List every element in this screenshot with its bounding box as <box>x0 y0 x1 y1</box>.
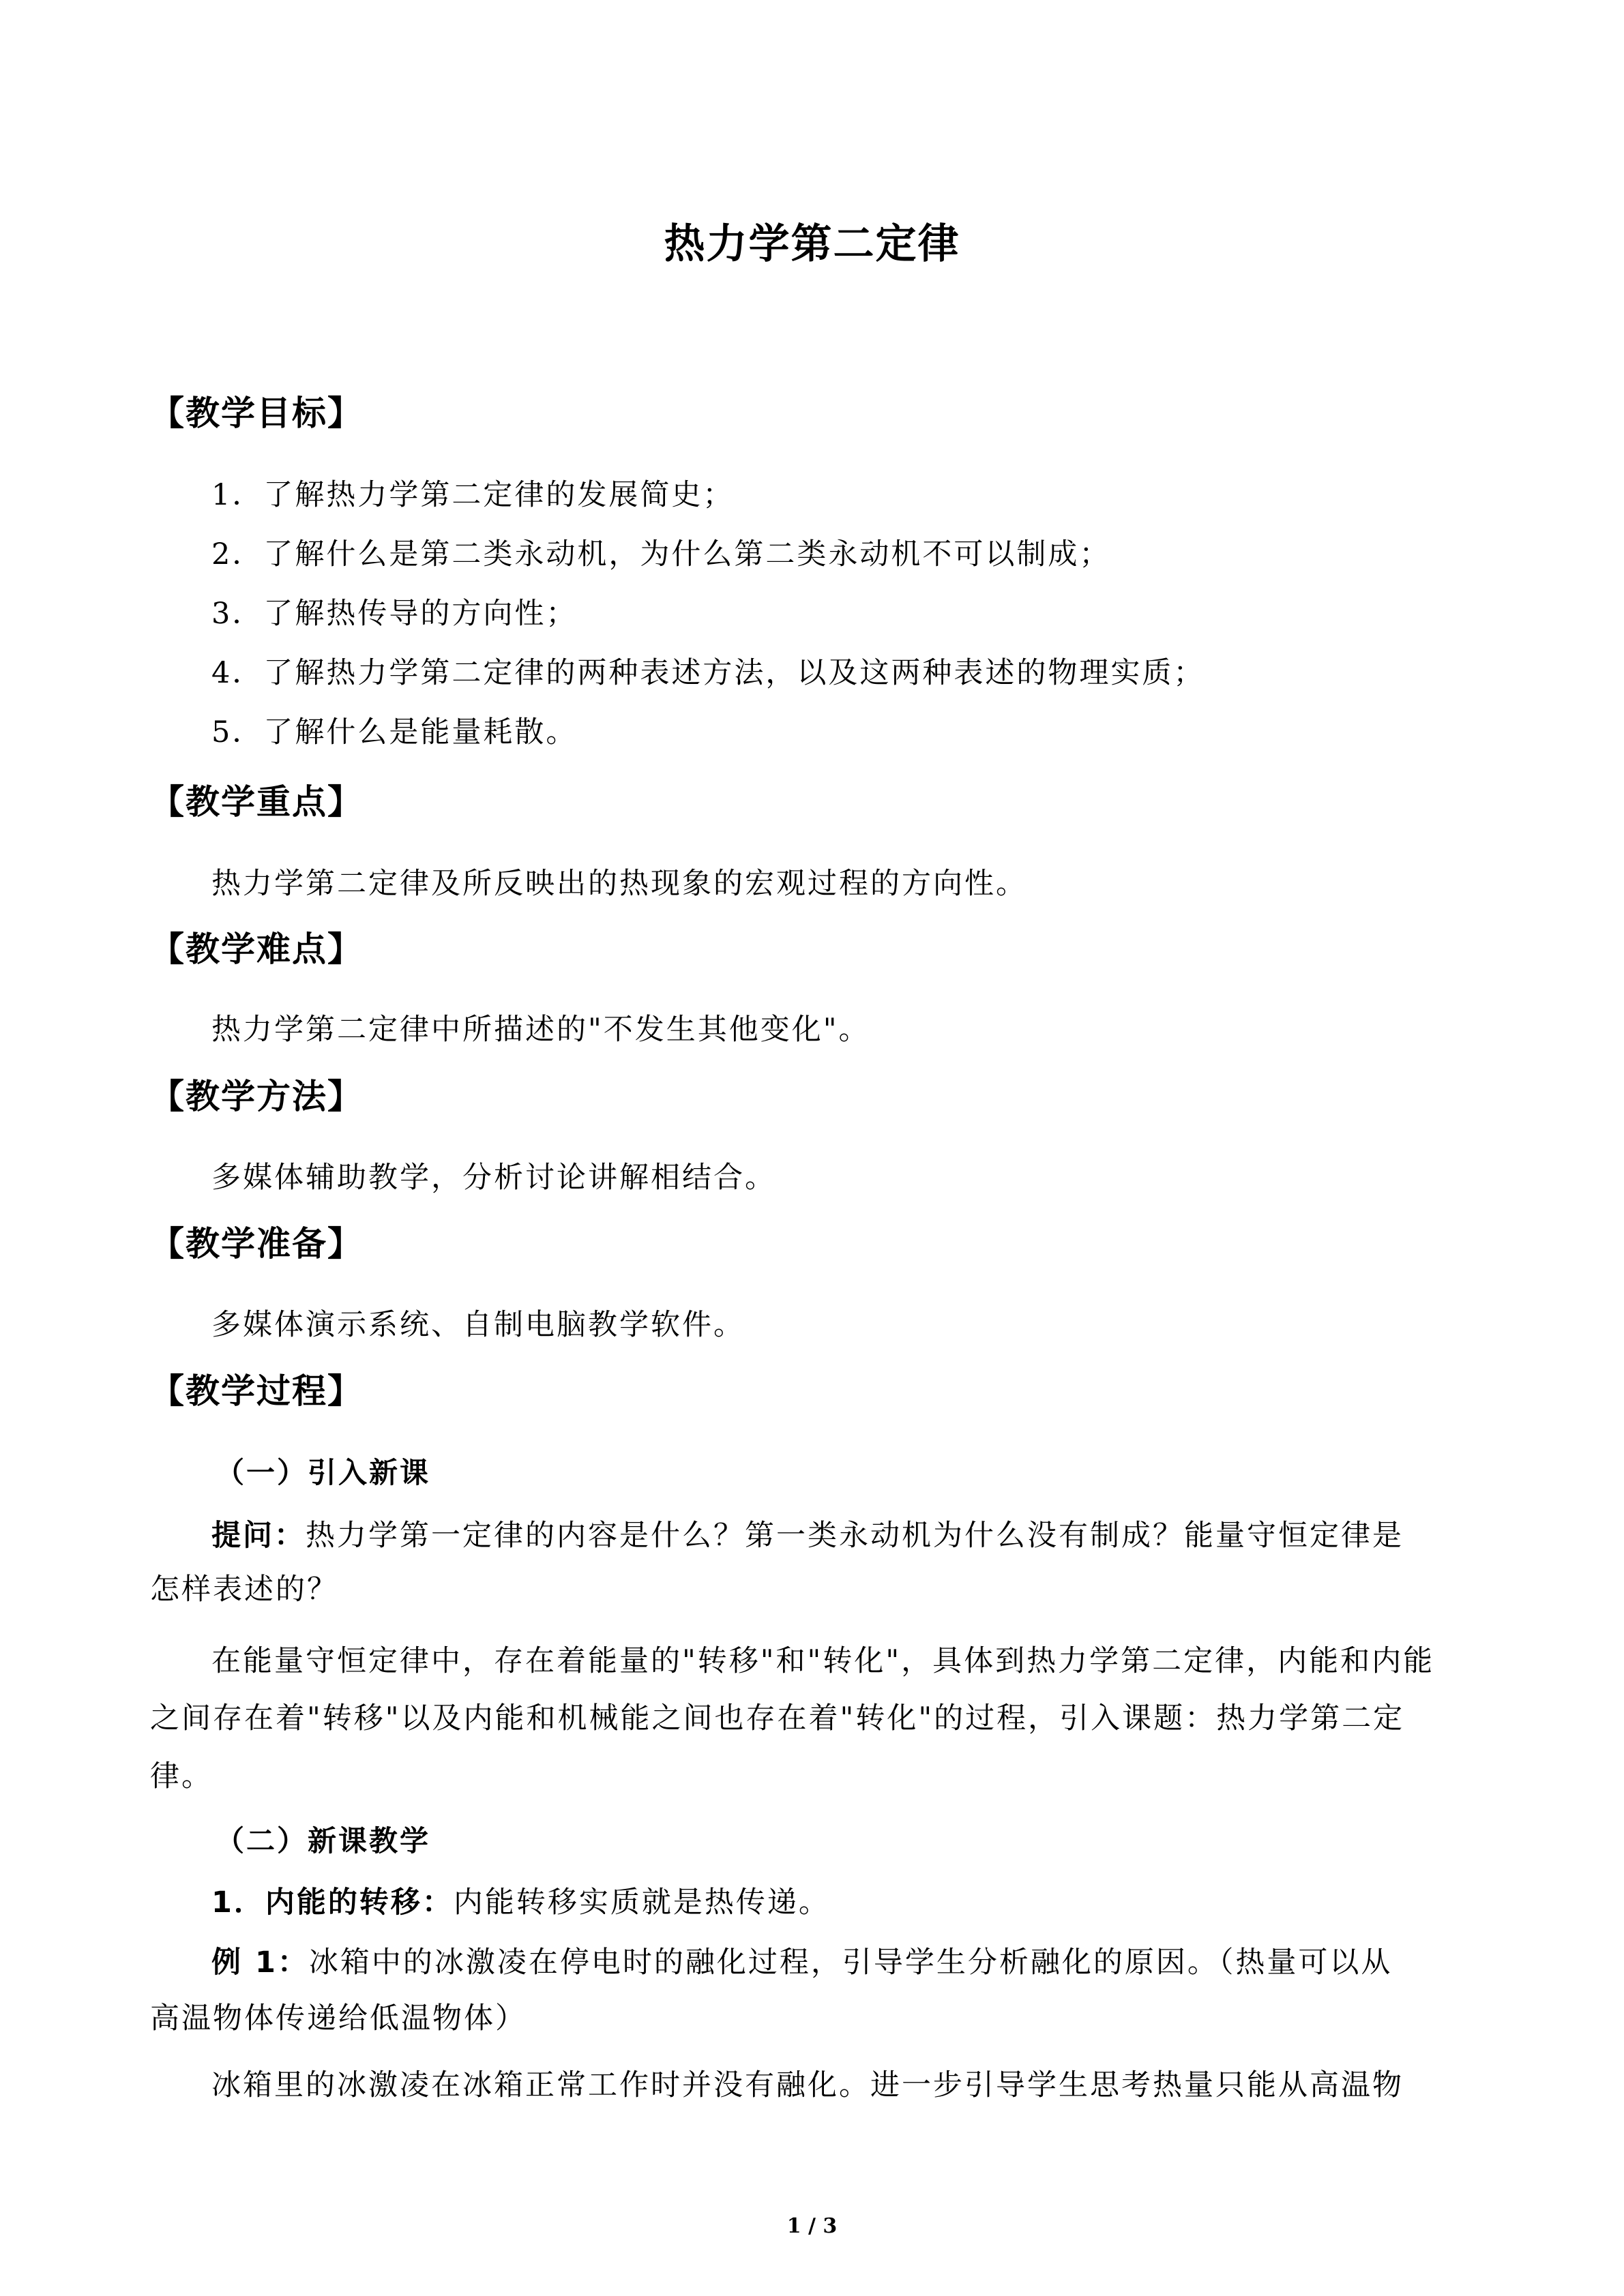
point-text: 内能转移实质就是热传递。 <box>453 1885 830 1920</box>
section-heading-methods: 【教学方法】 <box>150 1077 363 1116</box>
example-continuation: 高温物体传递给低温物体） <box>150 2001 527 2036</box>
section-heading-objectives: 【教学目标】 <box>150 393 363 433</box>
continuation-paragraph-line: 冰箱里的冰激凌在冰箱正常工作时并没有融化。进一步引导学生思考热量只能从高温物 <box>211 2068 1404 2102</box>
difficulties-text: 热力学第二定律中所描述的"不发生其他变化"。 <box>211 1013 870 1047</box>
page-number: 1 / 3 <box>786 2214 838 2238</box>
subsection-heading-intro: （一）引入新课 <box>216 1456 431 1489</box>
intro-paragraph-line: 律。 <box>150 1759 213 1793</box>
section-heading-preparation: 【教学准备】 <box>150 1224 363 1264</box>
example-paragraph <box>211 1942 1392 1983</box>
question-paragraph <box>211 1515 1404 1556</box>
subsection-heading-new-lesson: （二）新课教学 <box>216 1824 431 1858</box>
point-label: 1．内能的转移： <box>211 1885 454 1920</box>
key-points-text: 热力学第二定律及所反映出的热现象的宏观过程的方向性。 <box>211 867 1027 901</box>
question-continuation: 怎样表述的？ <box>150 1572 338 1607</box>
page-title: 热力学第二定律 <box>664 220 960 268</box>
intro-paragraph-line: 之间存在着"转移"以及内能和机械能之间也存在着"转化"的过程，引入课题：热力学第二定 <box>150 1701 1405 1735</box>
point-paragraph <box>211 1882 830 1923</box>
preparation-text: 多媒体演示系统、自制电脑教学软件。 <box>211 1308 745 1342</box>
section-heading-difficulties: 【教学难点】 <box>150 929 363 969</box>
objective-item: 5．了解什么是能量耗散。 <box>211 715 578 749</box>
objective-item: 1．了解热力学第二定律的发展简史； <box>211 478 735 512</box>
example-label: 例 1： <box>211 1945 309 1980</box>
objective-item: 3．了解热传导的方向性； <box>211 597 578 631</box>
section-heading-process: 【教学过程】 <box>150 1371 363 1411</box>
example-text: 冰箱中的冰激凌在停电时的融化过程，引导学生分析融化的原因。（热量可以从 <box>308 1945 1393 1980</box>
section-heading-key-points: 【教学重点】 <box>150 782 363 822</box>
objective-item: 2．了解什么是第二类永动机，为什么第二类永动机不可以制成； <box>211 537 1111 571</box>
objective-item: 4．了解热力学第二定律的两种表述方法，以及这两种表述的物理实质； <box>211 656 1205 690</box>
question-text: 热力学第一定律的内容是什么？第一类永动机为什么没有制成？能量守恒定律是 <box>306 1519 1404 1553</box>
methods-text: 多媒体辅助教学，分析讨论讲解相结合。 <box>211 1161 776 1195</box>
intro-paragraph-line: 在能量守恒定律中，存在着能量的"转移"和"转化"，具体到热力学第二定律，内能和内能 <box>211 1644 1435 1678</box>
question-label: 提问： <box>211 1519 306 1553</box>
